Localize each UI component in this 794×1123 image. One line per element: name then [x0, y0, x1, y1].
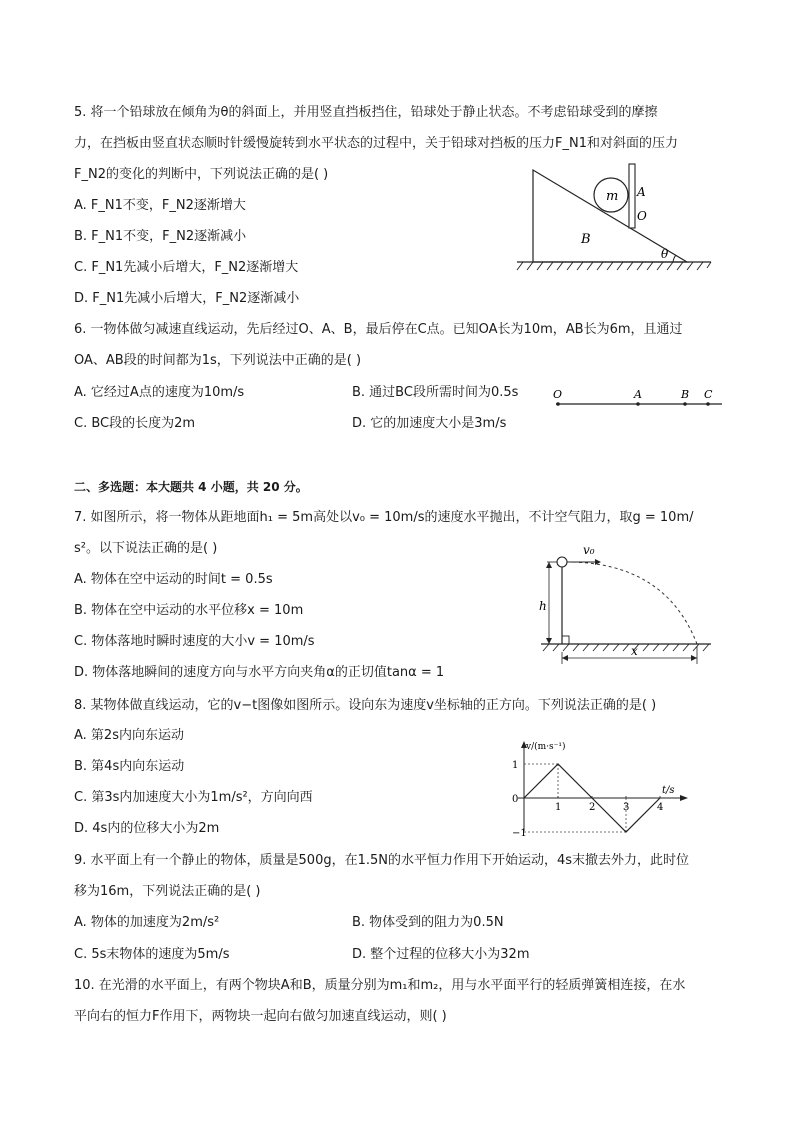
q6-option-b: B. 通过BC段所需时间为0.5s [352, 385, 519, 400]
q7-line-1: 7. 如图所示，将一物体从距地面h₁ = 5m高处以v₀ = 10m/s的速度水平抛出，不计空气阻力，取g = 10m/ [74, 510, 694, 525]
q7-option-b: B. 物体在空中运动的水平位移x = 10m [74, 603, 304, 618]
baffle-board [629, 164, 635, 228]
angle-label: θ [661, 247, 669, 261]
q7-option-d: D. 物体落地瞬间的速度方向与水平方向夹角α的正切值tanα = 1 [74, 665, 445, 680]
q9-line-2: 移为16m，下列说法正确的是( ) [74, 884, 261, 899]
q5-line-3: F_N2的变化的判断中，下列说法正确的是( ) [74, 167, 329, 182]
point-b: B [681, 388, 690, 401]
ball-label: m [606, 189, 619, 204]
q9-option-c: C. 5s末物体的速度为5m/s [74, 947, 230, 962]
q5-incline-figure [515, 158, 715, 278]
q5-line-1: 5. 将一个铅球放在倾角为θ的斜面上，并用竖直挡板挡住，铅球处于静止状态。不考虑铅球受到的摩擦 [74, 105, 658, 120]
q10-line-1: 10. 在光滑的水平面上，有两个物块A和B，质量分别为m₁和m₂，用与水平面平行的轻质弹簧相连接，在水 [74, 978, 686, 993]
q6-option-c: C. BC段的长度为2m [74, 416, 196, 431]
x-axis-label: t/s [662, 785, 675, 796]
q6-line-2: OA、AB段的时间都为1s，下列说法中正确的是( ) [74, 353, 362, 368]
q7-option-c: C. 物体落地时瞬时速度的大小v = 10m/s [74, 634, 315, 649]
q8-option-d: D. 4s内的位移大小为2m [74, 821, 220, 836]
q9-option-b: B. 物体受到的阻力为0.5N [352, 915, 504, 930]
q5-option-b: B. F_N1不变，F_N2逐渐减小 [74, 229, 247, 244]
y-tick-label-1: 0 [512, 794, 519, 805]
q8-option-b: B. 第4s内向东运动 [74, 759, 185, 774]
q8-option-a: A. 第2s内向东运动 [74, 728, 184, 743]
y-axis-label: v/(m·s⁻¹) [526, 742, 566, 752]
point-c: C [704, 388, 713, 401]
label-o: O [637, 209, 647, 223]
q8-option-c: C. 第3s内加速度大小为1m/s²，方向向西 [74, 790, 313, 805]
x-label: x [631, 644, 638, 658]
q7-line-2: s²。以下说法正确的是( ) [74, 541, 218, 556]
q7-option-a: A. 物体在空中运动的时间t = 0.5s [74, 572, 273, 587]
point-o: O [553, 388, 563, 401]
q5-option-c: C. F_N1先减小后增大，F_N2逐渐增大 [74, 260, 299, 275]
q6-option-d: D. 它的加速度大小是3m/s [352, 416, 507, 431]
object-circle [557, 557, 567, 567]
h-label: h [539, 599, 547, 613]
q9-line-1: 9. 水平面上有一个静止的物体，质量是500g，在1.5N的水平恒力作用下开始运动，4s末撤去外力，此时位 [74, 853, 690, 868]
x-tick-label-1: 1 [555, 802, 562, 813]
point-a: A [634, 388, 642, 401]
v0-label: v₀ [583, 543, 595, 557]
q5-option-d: D. F_N1先减小后增大，F_N2逐渐减小 [74, 291, 300, 306]
q9-option-a: A. 物体的加速度为2m/s² [74, 915, 220, 930]
y-tick-label-0: 1 [512, 760, 519, 771]
x-tick-label-4: 4 [657, 802, 664, 813]
x-tick-label-2: 2 [589, 802, 596, 813]
q6-line-figure [548, 384, 728, 414]
q5-line-2: 力，在挡板由竖直状态顺时针缓慢旋转到水平状态的过程中，关于铅球对挡板的压力F_N1和对斜面的压力 [74, 136, 678, 151]
q8-vt-chart [500, 735, 700, 840]
q10-line-2: 平向右的恒力F作用下，两物块一起向右做匀加速直线运动，则( ) [74, 1009, 447, 1024]
x-tick-label-3: 3 [623, 802, 630, 813]
label-a: A [637, 185, 646, 199]
label-b: B [581, 232, 591, 247]
q6-option-a: A. 它经过A点的速度为10m/s [74, 385, 245, 400]
q9-option-d: D. 整个过程的位移大小为32m [352, 947, 530, 962]
q5-option-a: A. F_N1不变，F_N2逐渐增大 [74, 198, 246, 213]
y-tick-label-2: −1 [512, 828, 527, 839]
q6-line-1: 6. 一物体做匀减速直线运动，先后经过O、A、B，最后停在C点。已知OA长为10m，AB长为6m，且通过 [74, 322, 683, 337]
q8-line-1: 8. 某物体做直线运动，它的v−t图像如图所示。设向东为速度v坐标轴的正方向。下列说法正确的是( ) [74, 698, 657, 713]
section-heading-multiple-choice: 二、多选题：本大题共 4 小题，共 20 分。 [74, 480, 308, 494]
q7-projectile-figure [535, 540, 715, 665]
